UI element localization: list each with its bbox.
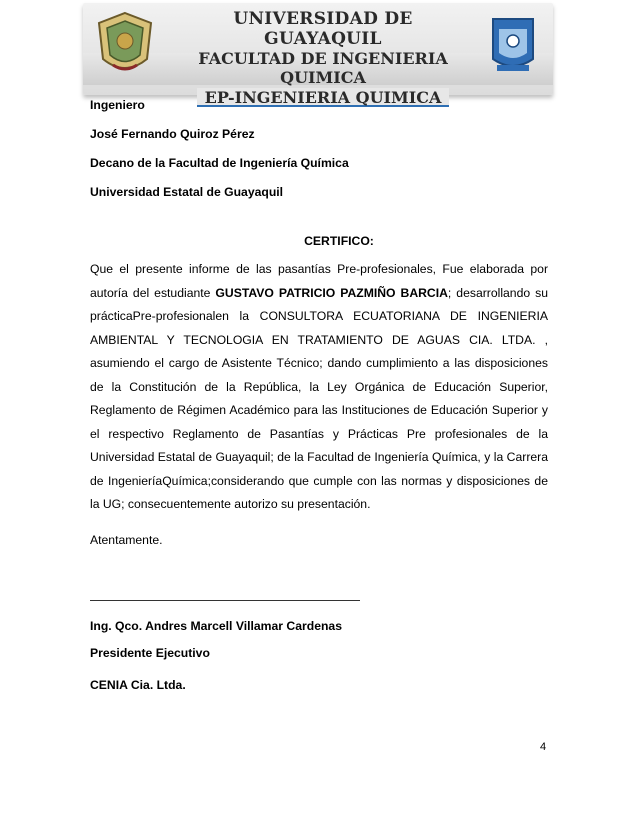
addressee-name: José Fernando Quiroz Pérez [90,127,255,141]
banner-titles [173,9,473,107]
addressee-position: Decano de la Facultad de Ingeniería Química [90,156,349,170]
signatory-name: Ing. Qco. Andres Marcell Villamar Cardenas [90,619,342,633]
school-name: EP-INGENIERIA QUIMICA [197,88,450,107]
signatory-company: CENIA Cia. Ltda. [90,678,186,692]
certificate-heading-text: CERTIFICO: [304,234,374,248]
student-name: GUSTAVO PATRICIO PAZMIÑO BARCIA [215,285,448,300]
addressee-institution: Universidad Estatal de Guayaquil [90,185,284,199]
signatory-position: Presidente Ejecutivo [90,646,210,660]
certificate-body [90,258,548,517]
signature-line [90,600,360,601]
body-part-2: ; desarrollando su prácticaPre-profesionalen la CONSULTORA ECUATORIANA DE INGENIERIA AMBIENTAL Y TECNOLOGIA EN TRATAMIENTO DE AGUAS CIA. LTDA. , asumiendo el cargo de Asistente Técnico; dando cumplimiento a las disposiciones de la Constitución de la República, la Ley Orgánica de Educación Superior, Reglamento de Régimen Académico para las Instituciones de Educación Superior y el respectivo Reglamento de Pasantías y Prácticas Pre profesionales de la Universidad Estatal de Guayaquil; de la Facultad de Ingeniería Química, y la Carrera de IngenieríaQuímica;considerando que cumple con las normas y disposiciones de la UG; consecuentemente autorizo su presentación. [90,285,548,511]
addressee-title: Ingeniero [90,98,145,112]
closing: Atentamente. [90,533,163,547]
certificate-heading [90,234,548,248]
university-crest-icon [93,9,157,79]
school-logo-icon [483,11,543,79]
body-part-1: Que el presente informe de las pasantías Pre-profesionales, Fue elaborada por autoría del estudiante [90,262,548,300]
page-number: 4 [540,741,547,753]
faculty-name: FACULTAD DE INGENIERIA QUIMICA [198,49,448,87]
university-name: UNIVERSIDAD DE GUAYAQUIL [233,9,413,49]
